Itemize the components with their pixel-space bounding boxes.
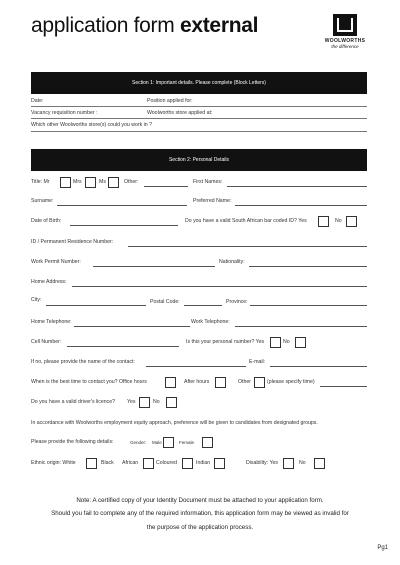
province-field[interactable] <box>250 305 367 306</box>
woolworths-logo <box>322 14 368 49</box>
mr-checkbox[interactable] <box>60 177 71 188</box>
cell-number-label: Cell Number: <box>31 339 62 345</box>
licence-yes-label: Yes <box>127 399 136 405</box>
note-line-1: Note: A certified copy of your Identity Document must be attached to your application form. <box>76 497 324 504</box>
title-label: Title: Mr <box>31 179 50 185</box>
mrs-checkbox[interactable] <box>85 177 96 188</box>
position-label: Position applied for: <box>147 98 193 104</box>
other-time-label: Other <box>238 379 251 385</box>
surname-field[interactable] <box>57 205 187 206</box>
email-label: E-mail: <box>249 359 266 365</box>
ethnic-origin-label: Ethnic origin: White <box>31 460 76 466</box>
work-permit-field[interactable] <box>93 266 215 267</box>
page-title: application form external <box>31 14 259 37</box>
home-address-field[interactable] <box>72 286 367 287</box>
nationality-label: Nationality: <box>219 259 245 265</box>
female-checkbox[interactable] <box>202 437 213 448</box>
barcode-id-question: Do you have a valid South African bar coded ID? Yes <box>185 218 307 224</box>
personal-number-question: Is this your personal number? Yes <box>186 339 265 345</box>
preferred-name-field[interactable] <box>235 205 367 206</box>
store-label: Woolworths store applied at: <box>147 110 213 116</box>
work-telephone-field[interactable] <box>235 326 367 327</box>
licence-no-checkbox[interactable] <box>166 397 177 408</box>
work-permit-label: Work Permit Number: <box>31 259 81 265</box>
ms-checkbox[interactable] <box>108 177 119 188</box>
disability-no-checkbox[interactable] <box>314 458 325 469</box>
gender-label: Gender: <box>130 440 147 445</box>
white-checkbox[interactable] <box>86 458 97 469</box>
coloured-checkbox[interactable] <box>182 458 193 469</box>
dob-label: Date of Birth: <box>31 218 62 224</box>
logo-icon <box>333 14 357 36</box>
barcode-no-label: No <box>335 218 342 224</box>
male-checkbox[interactable] <box>163 437 174 448</box>
personal-yes-checkbox[interactable] <box>270 337 281 348</box>
licence-no-label: No <box>153 399 160 405</box>
logo-tagline: the difference <box>331 44 359 49</box>
licence-question: Do you have a valid driver's licence? <box>31 399 116 405</box>
male-label: Male <box>152 440 162 445</box>
personal-no-checkbox[interactable] <box>295 337 306 348</box>
nationality-field[interactable] <box>249 266 367 267</box>
id-number-field[interactable] <box>128 246 367 247</box>
african-checkbox[interactable] <box>143 458 154 469</box>
note-line-2: Should you fail to complete any of the required information, this application form may be viewed as invalid for <box>51 510 349 517</box>
disability-label: Disability: Yes <box>246 460 279 466</box>
licence-yes-checkbox[interactable] <box>139 397 150 408</box>
first-names-field[interactable] <box>227 186 367 187</box>
ms-label: Ms <box>99 179 106 185</box>
city-label: City: <box>31 297 42 303</box>
disability-yes-checkbox[interactable] <box>283 458 294 469</box>
cell-number-field[interactable] <box>67 346 179 347</box>
date-label: Date: <box>31 98 44 104</box>
provide-details-label: Please provide the following details: <box>31 439 114 445</box>
note-line-3: the purpose of the application process. <box>146 524 254 531</box>
first-names-label: First Names: <box>193 179 223 185</box>
work-telephone-label: Work Telephone: <box>191 319 230 325</box>
african-label: African <box>122 460 139 466</box>
email-field[interactable] <box>270 366 367 367</box>
other-title-label: Other: <box>124 179 139 185</box>
home-address-label: Home Address: <box>31 279 67 285</box>
specify-time-field[interactable] <box>320 386 367 387</box>
id-number-label: ID / Permanent Residence Number: <box>31 239 114 245</box>
disability-no-label: No <box>299 460 306 466</box>
vacancy-label: Vacancy requisition number : <box>31 110 98 116</box>
contact-name-field[interactable] <box>146 366 246 367</box>
province-label: Province: <box>226 299 248 305</box>
home-telephone-label: Home Telephone: <box>31 319 72 325</box>
mrs-label: Mrs <box>73 179 82 185</box>
postal-code-label: Postal Code: <box>150 299 180 305</box>
section1-heading: Section 1: Important details. Please complete (Block Letters) <box>31 72 367 94</box>
contact-name-label: If no, please provide the name of the contact: <box>31 359 135 365</box>
equity-statement: In accordance with Woolworths employment equity approach, preference will be given to candidates from designated groups. <box>31 420 318 426</box>
after-hours-checkbox[interactable] <box>215 377 226 388</box>
barcode-no-checkbox[interactable] <box>346 216 357 227</box>
barcode-yes-checkbox[interactable] <box>318 216 329 227</box>
logo-name: WOOLWORTHS <box>324 38 366 44</box>
after-hours-label: After hours <box>184 379 210 385</box>
preferred-name-label: Preferred Name: <box>193 198 232 204</box>
home-telephone-field[interactable] <box>74 326 190 327</box>
other-time-checkbox[interactable] <box>254 377 265 388</box>
postal-code-field[interactable] <box>184 305 222 306</box>
dob-field[interactable] <box>70 225 178 226</box>
female-label: Female <box>179 440 195 445</box>
page-number: Pg1 <box>377 545 388 551</box>
black-label: Black <box>101 460 114 466</box>
indian-checkbox[interactable] <box>214 458 225 469</box>
other-stores-label: Which other Woolworths store(s) could you work in ? <box>31 122 152 128</box>
specify-time-label: (please specify time) <box>267 379 315 385</box>
indian-label: Indian <box>196 460 211 466</box>
office-hours-checkbox[interactable] <box>165 377 176 388</box>
other-title-field[interactable] <box>144 186 188 187</box>
personal-no-label: No <box>283 339 290 345</box>
city-field[interactable] <box>46 305 146 306</box>
surname-label: Surname: <box>31 198 54 204</box>
coloured-label: Coloured <box>156 460 178 466</box>
best-time-question: When is the best time to contact you? Office hours <box>31 379 147 385</box>
section2-heading: Section 2: Personal Details <box>31 149 367 171</box>
